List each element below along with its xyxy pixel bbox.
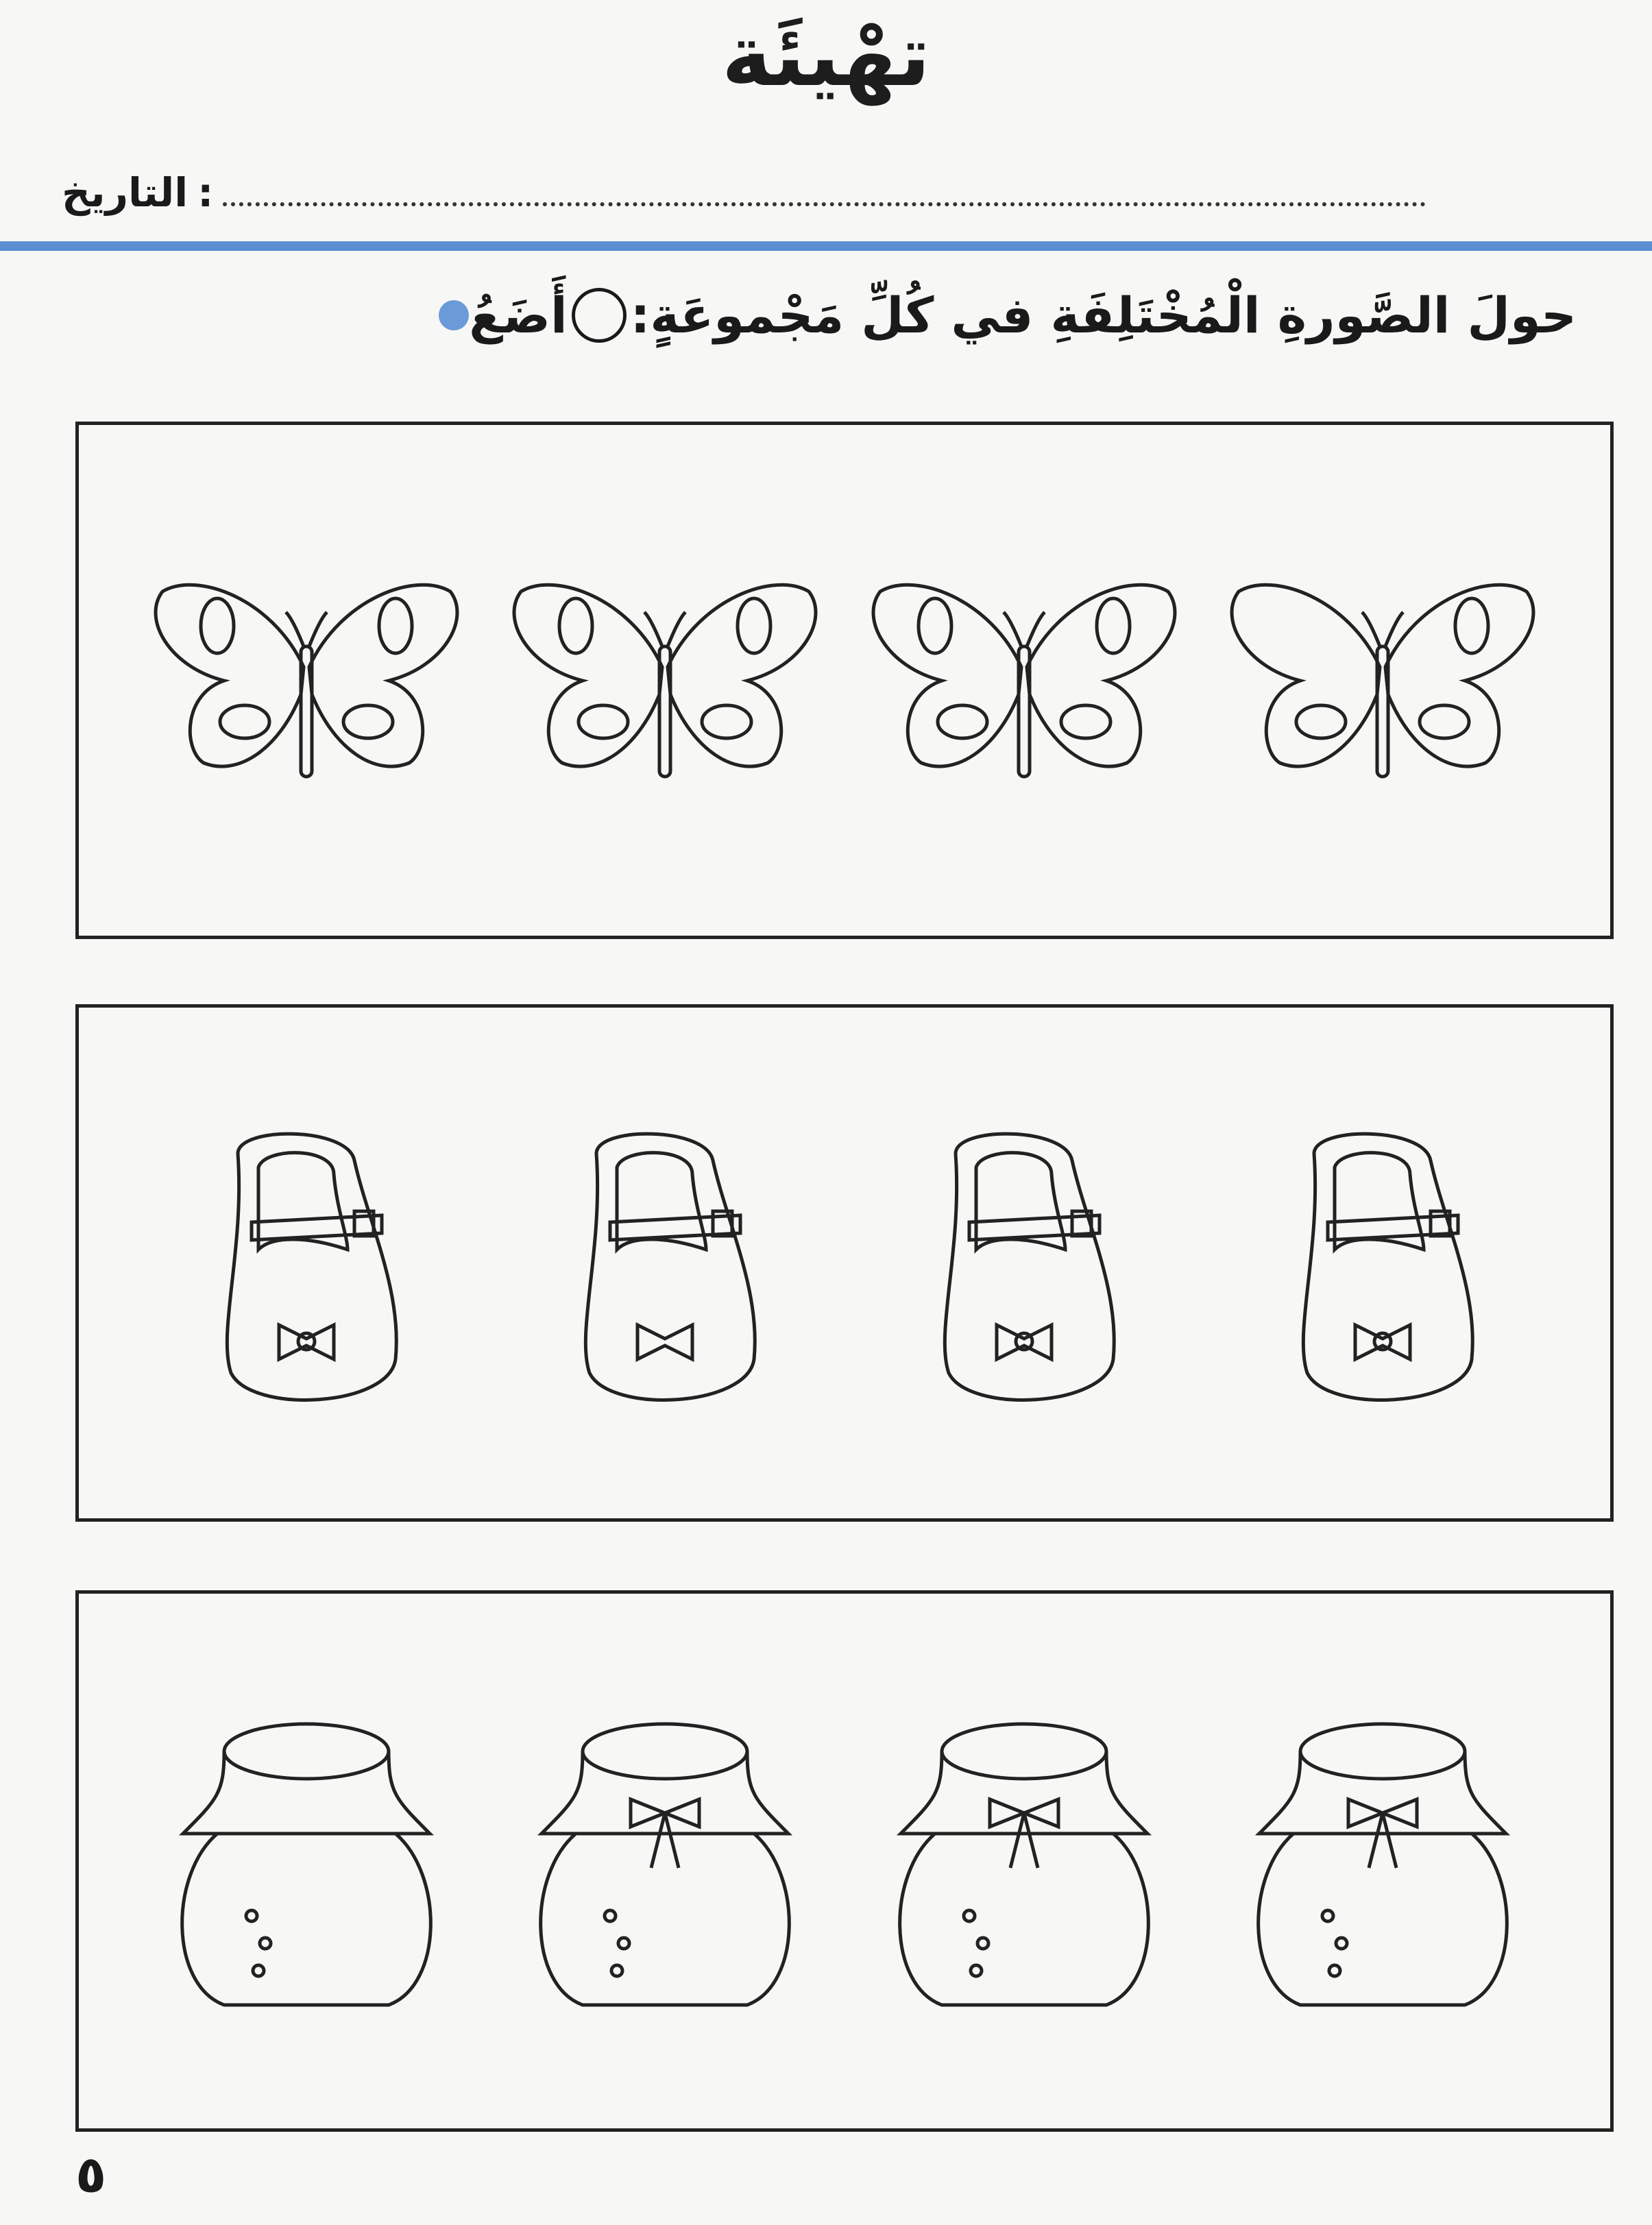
jar-icon[interactable] (142, 1697, 471, 2026)
instruction-text-end: حولَ الصَّورةِ الْمُخْتَلِفَةِ في كُلِّ مَجْموعَةٍ: (630, 287, 1577, 344)
instruction-text-start: أَضَعُ (469, 287, 568, 344)
butterfly-icon[interactable] (500, 516, 829, 845)
jar-icon[interactable] (1218, 1697, 1547, 2026)
bullet-icon (439, 300, 469, 330)
page-title: تهْيئَة (721, 7, 931, 106)
header-divider (0, 241, 1652, 251)
butterfly-icon[interactable] (142, 516, 471, 845)
page-number: ٥ (75, 2145, 107, 2204)
instruction (414, 274, 1577, 356)
date-colon: : (197, 169, 214, 216)
group-butterflies (75, 422, 1614, 939)
butterfly-icon[interactable] (1218, 516, 1547, 845)
jar-icon[interactable] (500, 1697, 829, 2026)
date-label: التاريخ (62, 169, 189, 216)
jar-icon[interactable] (860, 1697, 1189, 2026)
shoe-icon[interactable] (1218, 1099, 1547, 1428)
shoe-icon[interactable] (500, 1099, 829, 1428)
group-jars (75, 1590, 1614, 2132)
butterfly-icon[interactable] (860, 516, 1189, 845)
shoe-icon[interactable] (860, 1099, 1189, 1428)
date-row (62, 154, 1426, 216)
group-shoes (75, 1004, 1614, 1522)
shoe-icon[interactable] (142, 1099, 471, 1428)
circle-icon (572, 288, 627, 343)
date-input-line[interactable] (223, 202, 1426, 206)
